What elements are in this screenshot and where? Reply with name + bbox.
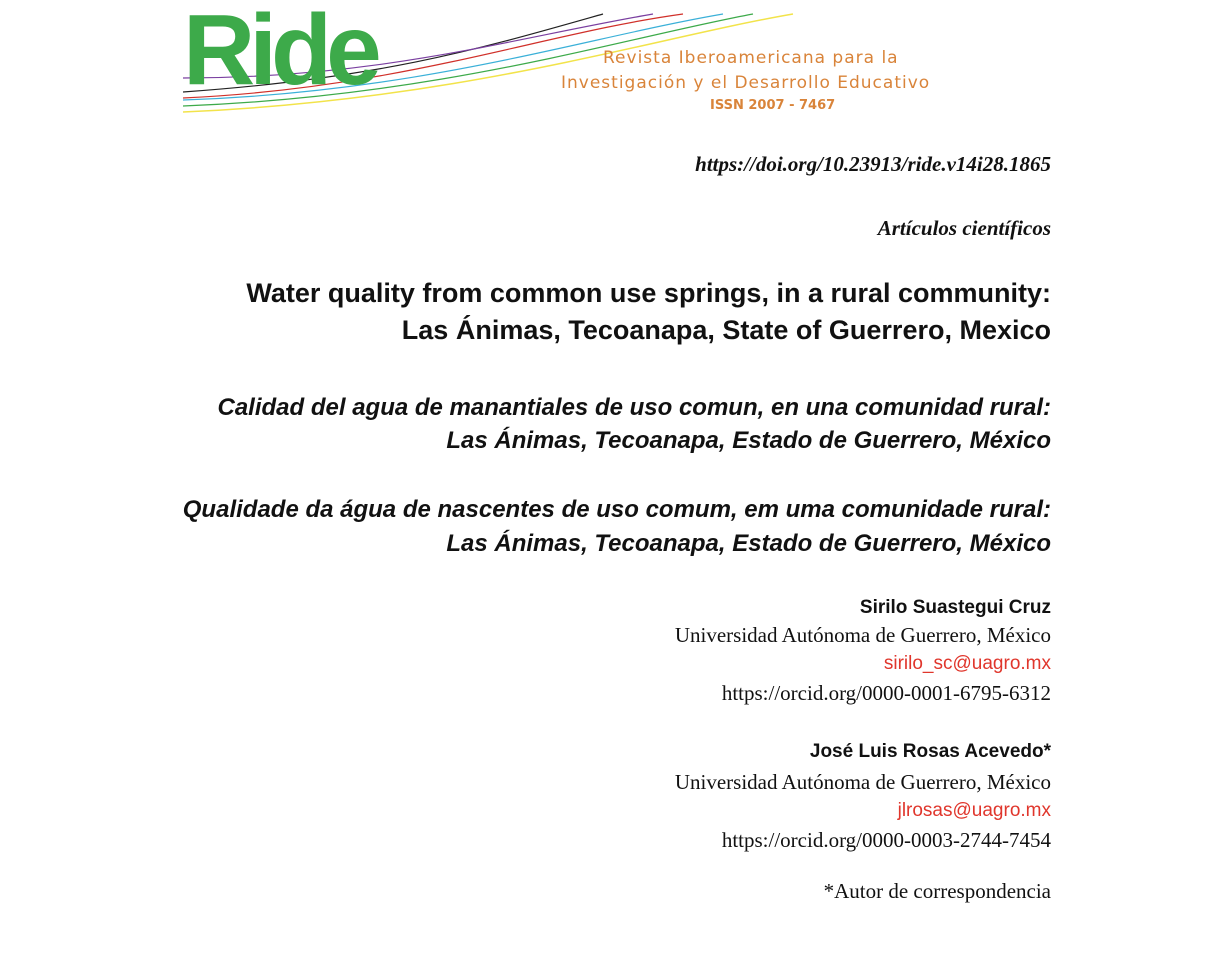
author-email-link[interactable]: jlrosas@uagro.mx <box>897 800 1051 821</box>
journal-name-line2: Investigación y el Desarrollo Educativo <box>561 73 931 93</box>
journal-logo <box>183 0 1043 118</box>
correspondence-note: *Autor de correspondencia <box>823 879 1051 903</box>
journal-name-line1: Revista Iberoamericana para la <box>603 48 899 68</box>
doi-link[interactable]: https://doi.org/10.23913/ride.v14i28.1865 <box>695 152 1051 176</box>
title-en-line1: Water quality from common use springs, in a rural community: <box>246 278 1051 308</box>
author-affiliation: Universidad Autónoma de Guerrero, México <box>674 770 1051 794</box>
journal-issn: ISSN 2007 - 7467 <box>710 98 836 113</box>
logo-ride-text: Ride <box>183 0 376 106</box>
section-label: Artículos científicos <box>877 216 1051 240</box>
author-name: José Luis Rosas Acevedo* <box>809 741 1051 762</box>
author-orcid-link[interactable]: https://orcid.org/0000-0003-2744-7454 <box>721 828 1051 852</box>
title-es-line1: Calidad del agua de manantiales de uso comun, en una comunidad rural: <box>217 394 1051 421</box>
title-en-line2: Las Ánimas, Tecoanapa, State of Guerrero, Mexico <box>401 315 1051 345</box>
title-pt-line1: Qualidade da água de nascentes de uso comum, em uma comunidade rural: <box>182 496 1051 523</box>
author-email-link[interactable]: sirilo_sc@uagro.mx <box>883 653 1051 674</box>
title-es-line2: Las Ánimas, Tecoanapa, Estado de Guerrero, México <box>446 427 1051 454</box>
title-pt-line2: Las Ánimas, Tecoanapa, Estado de Guerrero, México <box>446 530 1051 557</box>
author-affiliation: Universidad Autónoma de Guerrero, México <box>674 623 1051 647</box>
author-name: Sirilo Suastegui Cruz <box>859 597 1051 618</box>
author-orcid-link[interactable]: https://orcid.org/0000-0001-6795-6312 <box>721 681 1051 705</box>
